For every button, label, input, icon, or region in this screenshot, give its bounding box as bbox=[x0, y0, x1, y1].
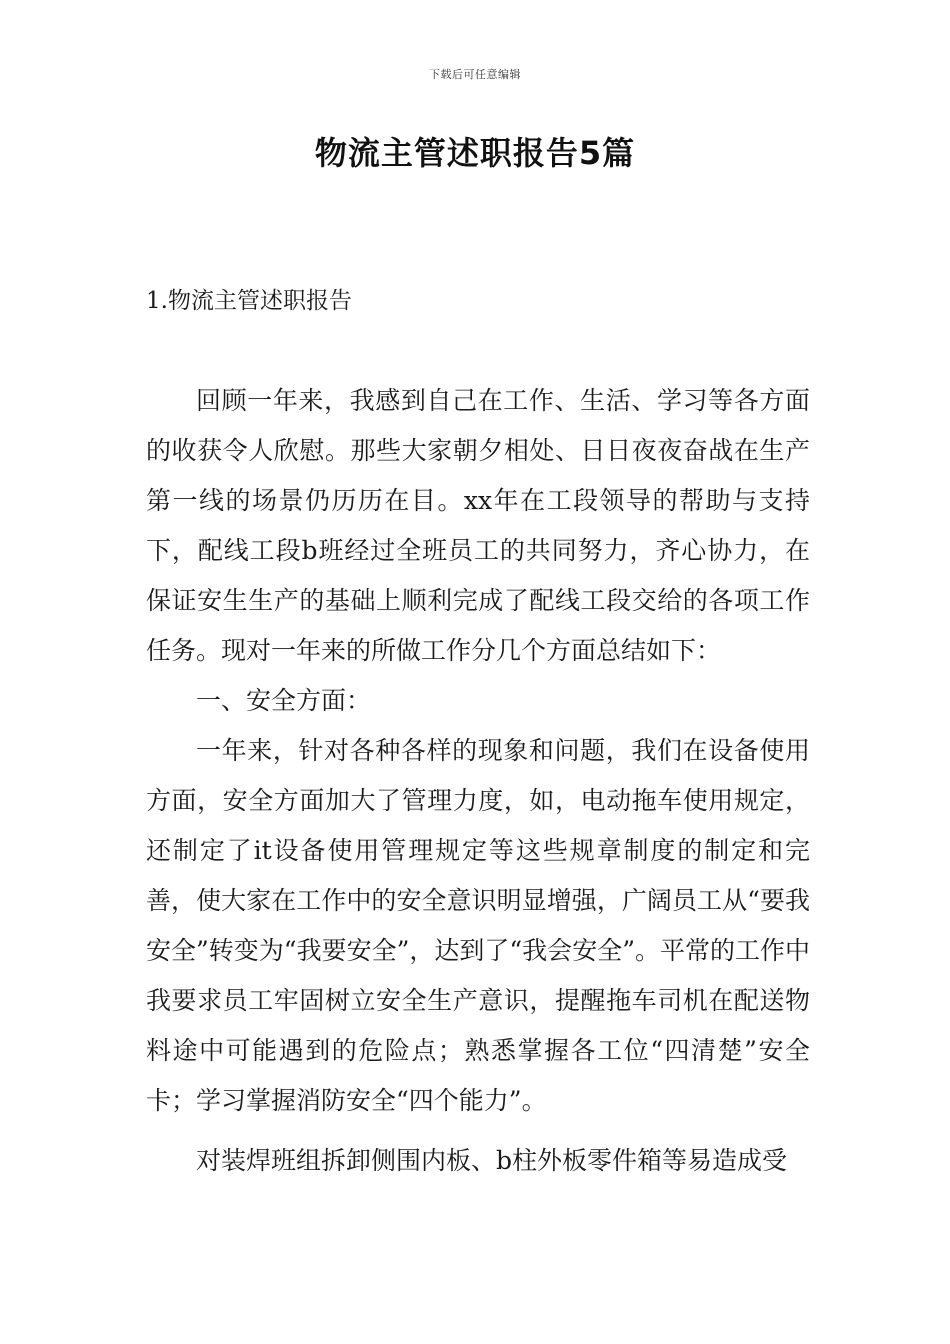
header-note: 下载后可任意编辑 bbox=[429, 68, 521, 81]
paragraph-safety-detail: 一年来，针对各种各样的现象和问题，我们在设备使用方面，安全方面加大了管理力度，如，电动拖车使用规定，还制定了it设备使用管理规定等这些规章制度的制定和完善，使大家在工作中的安全意识明显增强，广阔员工从“要我安全”转变为“我要安全”，达到了“我会安全”。平常的工作中我要求员工牢固树立安全生产意识，提醒拖车司机在配送物料途中可能遇到的危险点；熟悉掌握各工位“四清楚”安全卡；学习掌握消防安全“四个能力”。 bbox=[146, 736, 810, 1115]
paragraph-intro: 回顾一年来，我感到自己在工作、生活、学习等各方面的收获令人欣慰。那些大家朝夕相处、日日夜夜奋战在生产第一线的场景仍历历在目。xx年在工段领导的帮助与支持下，配线工段b班经过全班员工的共同努力，齐心协力，在保证安生生产的基础上顺利完成了配线工段交给的各项工作任务。现对一年来的所做工作分几个方面总结如下： bbox=[146, 386, 810, 665]
document-body bbox=[146, 376, 810, 1186]
paragraph-welding: 对装焊班组拆卸侧围内板、b柱外板零件箱等易造成受 bbox=[196, 1146, 788, 1175]
paragraph-safety-heading: 一、安全方面： bbox=[196, 686, 372, 715]
section-heading: 1.物流主管述职报告 bbox=[146, 288, 352, 314]
document-title: 物流主管述职报告5篇 bbox=[314, 134, 636, 172]
